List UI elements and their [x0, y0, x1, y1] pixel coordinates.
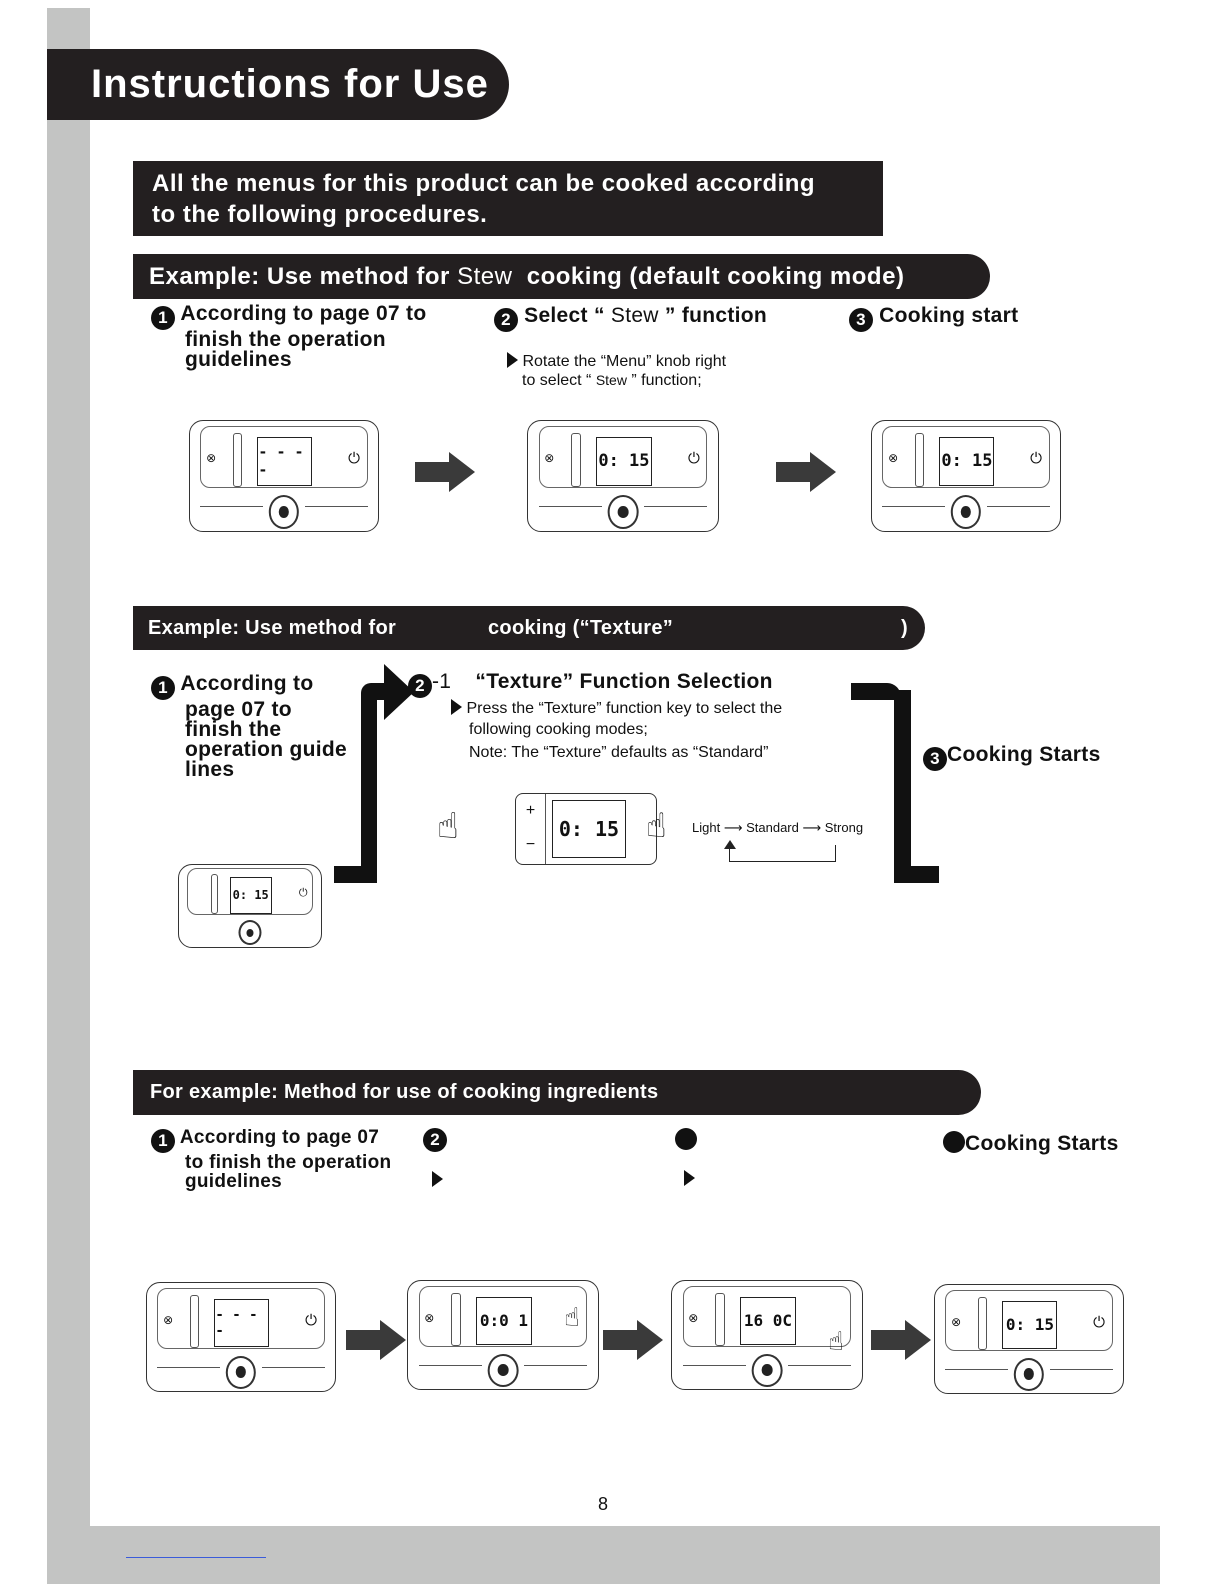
step2-note2a: to select “: [522, 372, 596, 389]
section1-step2-note: [507, 352, 807, 390]
texture-panel-zoom: [515, 793, 657, 865]
arrow-right-icon: [346, 1330, 380, 1350]
section1-title-b: Stew: [457, 262, 513, 290]
section2-step3: [923, 745, 1143, 771]
preset-keypad: + −: [516, 794, 546, 864]
s3-step4-text: Cooking Starts: [965, 1132, 1119, 1155]
bracket-bar: [894, 690, 911, 883]
section3-step1: [151, 1128, 411, 1191]
mode-strong: Strong: [824, 820, 864, 835]
step2-text-b: Stew: [610, 304, 659, 327]
s2-note1: Press the “Texture” function key to select the: [466, 700, 783, 717]
arrow-right-icon: [905, 1320, 931, 1360]
step2-note2b: Stew: [595, 372, 627, 388]
section3-step4: [943, 1131, 1143, 1154]
step1-line1: According to page 07 to: [180, 302, 427, 325]
keep-warm-icon: ⊗: [888, 451, 899, 466]
keep-warm-icon: ⊗: [424, 1310, 435, 1325]
step-number-badge: 1: [151, 306, 175, 330]
lcd-display: 0: 15: [552, 800, 626, 858]
page-number: 8: [598, 1494, 609, 1514]
arrow-right-icon: [871, 1330, 905, 1350]
s2-note3: Note: The “Texture” defaults as “Standard”: [469, 744, 769, 761]
hand-press-icon: ☝: [563, 1302, 580, 1332]
step3-text: Cooking start: [879, 304, 1019, 327]
step2-note2c: ” function;: [626, 372, 702, 389]
section2-step2: [408, 672, 848, 698]
arrow-right-icon: [810, 452, 836, 492]
s2-step1-line3: finish the: [185, 718, 282, 741]
hand-pointer-icon: ☝: [437, 805, 459, 846]
hand-press-icon: ☝: [827, 1326, 844, 1357]
s3-step1-line1: According to page 07: [179, 1127, 380, 1148]
power-icon: ⏻: [305, 1311, 317, 1329]
arrow-right-icon: ⟶: [802, 820, 822, 835]
control-panel-s3-4: [934, 1284, 1124, 1394]
keep-warm-icon: ⊗: [688, 1310, 699, 1325]
power-icon: ⏻: [687, 450, 700, 468]
power-icon: ⏻: [298, 886, 308, 899]
step-number-badge: 1: [151, 676, 175, 700]
keep-warm-icon: ⊗: [163, 1312, 174, 1327]
section1-step1: [151, 304, 471, 370]
section3-step2: [423, 1128, 447, 1152]
section1-step2: [494, 306, 814, 332]
arrow-right-icon: [776, 462, 810, 482]
arrow-up-icon: [724, 840, 736, 849]
control-panel-s3-3: [671, 1280, 863, 1390]
triangle-bullet-icon: [684, 1170, 695, 1189]
lcd-display: 0: 15: [1002, 1301, 1057, 1349]
section3-step3-badge: [675, 1128, 697, 1152]
arrow-right-icon: ⟶: [723, 820, 743, 835]
arrow-right-icon: [415, 462, 449, 482]
footer-link-underline: [126, 1557, 266, 1558]
control-panel-3: [871, 420, 1061, 532]
s2-step1-line4: operation guide: [185, 738, 347, 761]
control-panel-1: [189, 420, 379, 532]
keep-warm-icon: ⊗: [544, 451, 555, 466]
lcd-display: 0: 15: [230, 877, 272, 914]
menu-knob: [608, 495, 639, 529]
arrow-right-icon: [603, 1330, 637, 1350]
menu-knob: [752, 1354, 783, 1387]
step-number-badge: 2: [408, 674, 432, 698]
texture-modes-row: [692, 818, 863, 837]
s2-note2: following cooking modes;: [469, 721, 648, 738]
menu-knob: [238, 920, 261, 945]
section2-title-b: cooking (“Texture”: [488, 616, 674, 639]
menu-knob: [951, 495, 981, 529]
step1-line2: finish the operation: [185, 328, 386, 351]
section1-title-a: Example: Use method for: [149, 262, 458, 290]
step-number-badge: [943, 1131, 965, 1153]
s3-step1-line2: to finish the operation: [185, 1151, 392, 1173]
intro-line-2: to the following procedures.: [152, 201, 488, 228]
power-icon: ⏻: [1030, 450, 1042, 468]
section1-step3: [849, 306, 1069, 332]
section1-header: [133, 254, 990, 299]
step-number-badge: 1: [151, 1129, 175, 1153]
triangle-bullet-icon: [507, 352, 518, 368]
page-title: Instructions for Use: [47, 49, 509, 120]
section2-title-c: ): [901, 616, 908, 639]
step-number-badge: 2: [423, 1128, 447, 1152]
step2-suffix: -1: [432, 670, 452, 693]
lcd-display: 0: 15: [939, 437, 994, 486]
control-panel-small: [178, 864, 322, 948]
lcd-display: 0:0 1: [476, 1297, 532, 1345]
intro-box: [133, 161, 883, 236]
s2-step1-line5: lines: [185, 758, 235, 781]
step-number-badge: 2: [494, 308, 518, 332]
section2-step2-notes: [451, 698, 851, 766]
power-icon: ⏻: [1093, 1313, 1105, 1331]
step1-line3: guidelines: [185, 348, 292, 371]
menu-knob: [269, 495, 299, 529]
keep-warm-icon: ⊗: [206, 451, 217, 466]
s3-step1-line3: guidelines: [185, 1170, 282, 1192]
lcd-display: 0: 15: [596, 437, 652, 486]
s2-step3-text: Cooking Starts: [947, 743, 1101, 766]
step-number-badge: 3: [923, 747, 947, 771]
section2-title-a: Example: Use method for: [148, 616, 397, 639]
connector-bar: [361, 700, 377, 883]
s2-step1-line1: According to: [180, 672, 314, 695]
left-gray-bar: [47, 8, 90, 1584]
footer-gray-bar: [47, 1526, 1160, 1584]
bracket-bar: [894, 866, 939, 883]
mode-light: Light: [692, 820, 721, 835]
triangle-bullet-icon: [432, 1171, 443, 1190]
mode-standard: Standard: [746, 820, 799, 835]
menu-knob: [488, 1354, 519, 1387]
step2-note1: Rotate the “Menu” knob right: [522, 353, 727, 370]
intro-line-1: All the menus for this product can be cooked according: [152, 170, 816, 197]
arrow-right-icon: [380, 1320, 406, 1360]
s2-step1-line2: page 07 to: [185, 698, 292, 721]
section1-title-c: cooking (default cooking mode): [512, 262, 905, 290]
power-icon: ⏻: [348, 450, 360, 468]
section2-step1: [151, 674, 371, 780]
section2-header: [133, 606, 925, 650]
section3-header: For example: Method for use of cooking ingredients: [133, 1070, 981, 1115]
step-number-badge: 3: [849, 308, 873, 332]
keep-warm-icon: ⊗: [951, 1314, 962, 1329]
control-panel-s3-2: [407, 1280, 599, 1390]
arrow-right-icon: [637, 1320, 663, 1360]
step2-text-c: ” function: [658, 304, 768, 327]
control-panel-s3-1: [146, 1282, 336, 1392]
lcd-display: - - - -: [214, 1299, 269, 1347]
step2-text-a: Select “: [524, 304, 611, 327]
step2-title: “Texture” Function Selection: [475, 670, 773, 693]
arrow-right-icon: [449, 452, 475, 492]
lcd-display: - - - -: [257, 437, 312, 486]
triangle-bullet-icon: [451, 699, 462, 715]
lcd-display: 16 0C: [740, 1297, 796, 1345]
hand-press-icon: ☝: [646, 807, 667, 845]
cycle-loop-line: [729, 845, 836, 862]
connector-bar: [361, 683, 389, 700]
control-panel-2: [527, 420, 719, 532]
